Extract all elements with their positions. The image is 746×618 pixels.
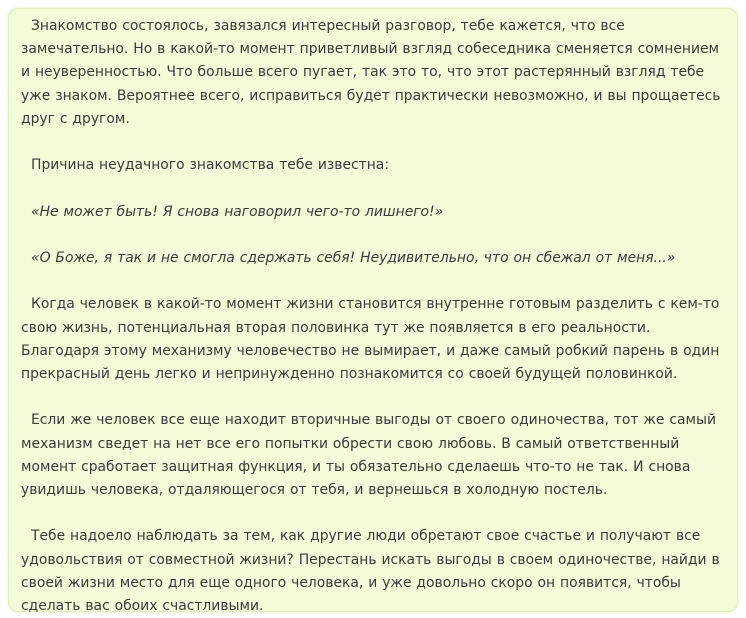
article-panel: [8, 8, 738, 612]
paragraph-conclusion: Тебе надоело наблюдать за тем, как другие люди обретают свое счастье и получают все удовольствия от совместной жизни? Перестань искать выгоды в своем одиночестве, найди в своей жизни место для еще одного человека, и уже довольно скоро он появится, чтобы сделать вас обоих счастливыми.: [21, 528, 720, 614]
paragraph-reason: Причина неудачного знакомства тебе известна:: [31, 157, 390, 174]
quote-1: «Не может быть! Я снова наговорил чего-то лишнего!»: [31, 203, 444, 220]
quote-2: «О Боже, я так и не смогла сдержать себя! Неудивительно, что он сбежал от меня...»: [31, 249, 676, 266]
paragraph-secondary-benefits: Если же человек все еще находит вторичные выгоды от своего одиночества, тот же самый механизм сведет на нет все его попытки обрести свою любовь. В самый ответственный момент сработает защитная функция, и ты обязательно сделаешь что-то не так. И снова увидишь человека, отдаляющегося от тебя, и вернешься в холодную постель.: [21, 412, 716, 498]
paragraph-readiness: Когда человек в какой-то момент жизни становится внутренне готовым разделить с кем-то свою жизнь, потенциальная вторая половинка тут же появляется в его реальности. Благодаря этому механизму человечество не вымирает, и даже самый робкий парень в один прекрасный день легко и непринужденно познакомится со своей будущей половинкой.: [21, 296, 720, 382]
paragraph-intro: Знакомство состоялось, завязался интересный разговор, тебе кажется, что все замечательно. Но в какой-то момент приветливый взгляд собеседника сменяется сомнением и неуверенностью. Что больше всего пугает, так это то, что этот растерянный взгляд тебе уже знаком. Вероятнее всего, исправиться будет практически невозможно, и вы прощаетесь друг с другом.: [21, 18, 721, 127]
